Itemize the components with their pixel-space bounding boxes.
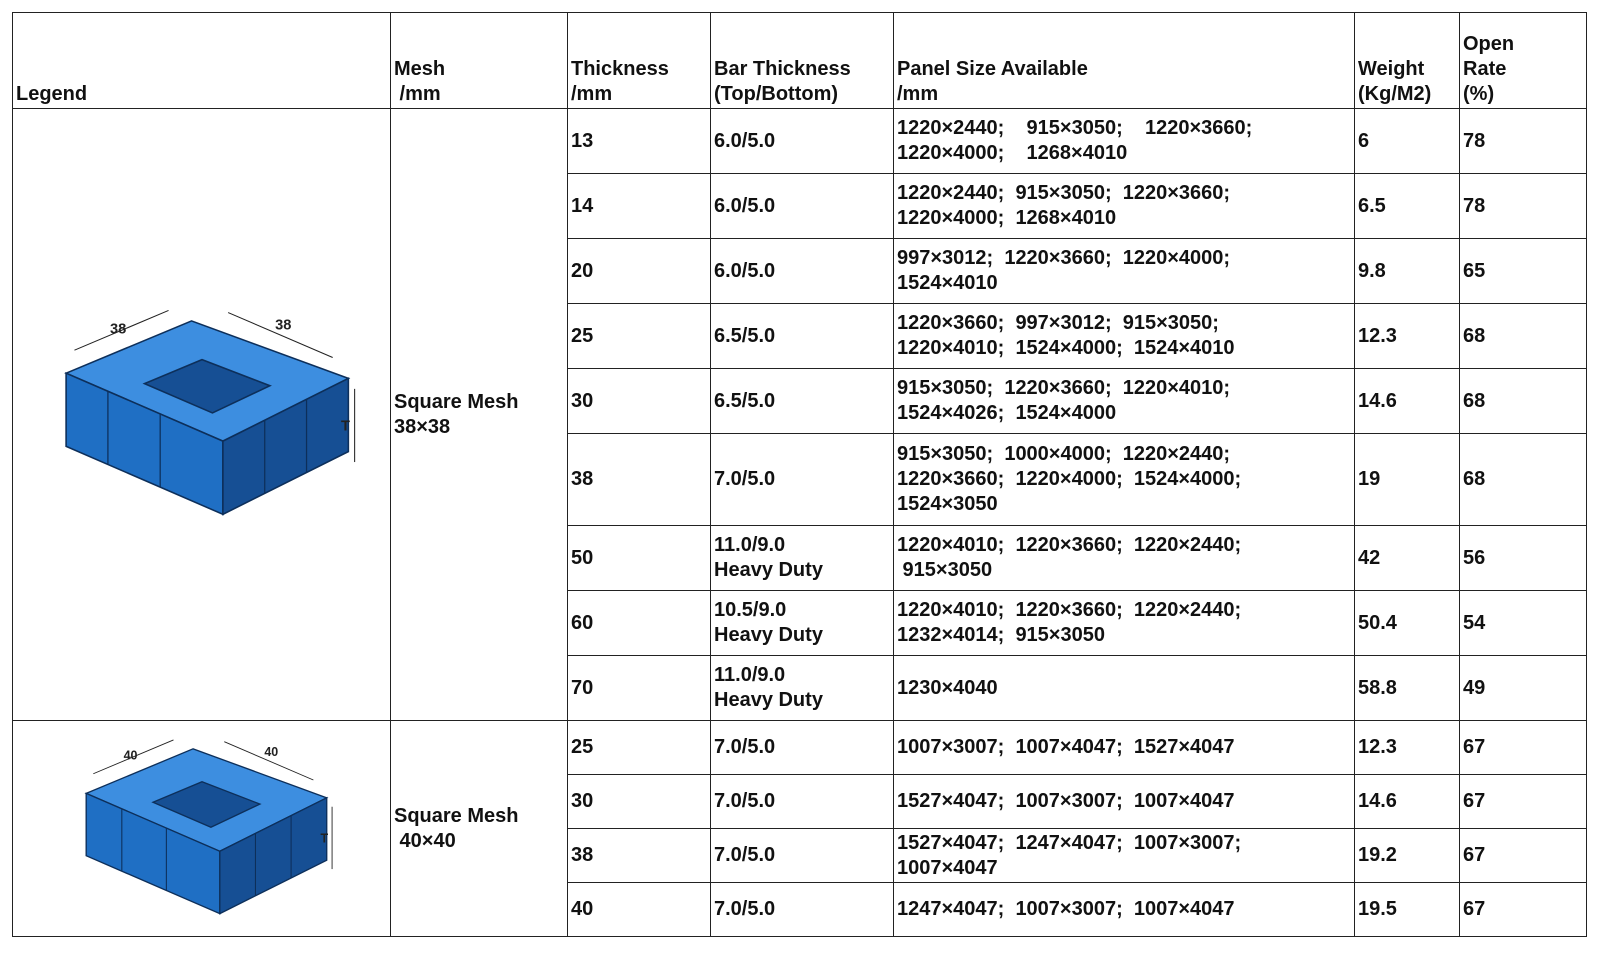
bar-thickness-cell: 7.0/5.0 [711, 721, 894, 775]
header-panel-size: Panel Size Available /mm [894, 13, 1355, 109]
open-rate-cell: 67 [1460, 775, 1587, 829]
weight-cell: 19.2 [1355, 829, 1460, 883]
open-rate-cell: 68 [1460, 304, 1587, 369]
open-rate-cell: 78 [1460, 174, 1587, 239]
weight-cell: 14.6 [1355, 369, 1460, 434]
dimension-label-right: 38 [274, 316, 291, 333]
legend-image-cell [13, 109, 391, 721]
open-rate-cell: 67 [1460, 829, 1587, 883]
bar-thickness-cell: 6.0/5.0 [711, 239, 894, 304]
open-rate-cell: 67 [1460, 721, 1587, 775]
open-rate-cell: 67 [1460, 883, 1587, 937]
weight-cell: 6.5 [1355, 174, 1460, 239]
mesh-type-cell: Square Mesh 40×40 [391, 721, 568, 937]
bar-thickness-cell: 11.0/9.0 Heavy Duty [711, 656, 894, 721]
dimension-label-right: 40 [263, 744, 278, 759]
panel-size-cell: 915×3050; 1220×3660; 1220×4010; 1524×4026; 1524×4000 [894, 369, 1355, 434]
panel-size-cell: 997×3012; 1220×3660; 1220×4000; 1524×4010 [894, 239, 1355, 304]
thickness-cell: 60 [568, 591, 711, 656]
thickness-cell: 30 [568, 775, 711, 829]
weight-cell: 6 [1355, 109, 1460, 174]
bar-thickness-cell: 6.0/5.0 [711, 174, 894, 239]
weight-cell: 58.8 [1355, 656, 1460, 721]
thickness-cell: 70 [568, 656, 711, 721]
thickness-cell: 38 [568, 829, 711, 883]
panel-size-cell: 1007×3007; 1007×4047; 1527×4047 [894, 721, 1355, 775]
header-open-rate: Open Rate (%) [1460, 13, 1587, 109]
grating-spec-table [12, 12, 1587, 937]
panel-size-cell: 1220×4010; 1220×3660; 1220×2440; 1232×4014; 915×3050 [894, 591, 1355, 656]
open-rate-cell: 68 [1460, 369, 1587, 434]
bar-thickness-cell: 7.0/5.0 [711, 883, 894, 937]
thickness-cell: 50 [568, 526, 711, 591]
thickness-cell: 25 [568, 721, 711, 775]
weight-cell: 42 [1355, 526, 1460, 591]
panel-size-cell: 1247×4047; 1007×3007; 1007×4047 [894, 883, 1355, 937]
header-bar-thickness: Bar Thickness (Top/Bottom) [711, 13, 894, 109]
bar-thickness-cell: 6.5/5.0 [711, 369, 894, 434]
dimension-label-left: 40 [123, 748, 137, 763]
open-rate-cell: 78 [1460, 109, 1587, 174]
weight-cell: 50.4 [1355, 591, 1460, 656]
thickness-cell: 25 [568, 304, 711, 369]
weight-cell: 19 [1355, 434, 1460, 526]
table-row [13, 721, 1587, 775]
open-rate-cell: 68 [1460, 434, 1587, 526]
bar-thickness-cell: 7.0/5.0 [711, 829, 894, 883]
weight-cell: 12.3 [1355, 304, 1460, 369]
panel-size-cell: 1220×4010; 1220×3660; 1220×2440; 915×3050 [894, 526, 1355, 591]
header-weight: Weight (Kg/M2) [1355, 13, 1460, 109]
weight-cell: 12.3 [1355, 721, 1460, 775]
bar-thickness-cell: 6.0/5.0 [711, 109, 894, 174]
header-mesh: Mesh /mm [391, 13, 568, 109]
bar-thickness-cell: 11.0/9.0 Heavy Duty [711, 526, 894, 591]
panel-size-cell: 1220×2440; 915×3050; 1220×3660; 1220×4000; 1268×4010 [894, 174, 1355, 239]
open-rate-cell: 65 [1460, 239, 1587, 304]
grating-illustration [42, 731, 362, 927]
thickness-cell: 40 [568, 883, 711, 937]
weight-cell: 19.5 [1355, 883, 1460, 937]
thickness-cell: 13 [568, 109, 711, 174]
header-legend: Legend [13, 13, 391, 109]
legend-image-cell [13, 721, 391, 937]
weight-cell: 14.6 [1355, 775, 1460, 829]
panel-size-cell: 1220×3660; 997×3012; 915×3050; 1220×4010; 1524×4000; 1524×4010 [894, 304, 1355, 369]
panel-size-cell: 915×3050; 1000×4000; 1220×2440; 1220×3660; 1220×4000; 1524×4000; 1524×3050 [894, 434, 1355, 526]
header-thickness: Thickness /mm [568, 13, 711, 109]
weight-cell: 9.8 [1355, 239, 1460, 304]
panel-size-cell: 1527×4047; 1247×4047; 1007×3007; 1007×4047 [894, 829, 1355, 883]
panel-size-cell: 1527×4047; 1007×3007; 1007×4047 [894, 775, 1355, 829]
panel-size-cell: 1230×4040 [894, 656, 1355, 721]
dimension-label-left: 38 [109, 320, 126, 337]
panel-size-cell: 1220×2440; 915×3050; 1220×3660; 1220×4000; 1268×4010 [894, 109, 1355, 174]
bar-thickness-cell: 10.5/9.0 Heavy Duty [711, 591, 894, 656]
dimension-label-height: T [340, 418, 350, 435]
open-rate-cell: 56 [1460, 526, 1587, 591]
mesh-type-cell: Square Mesh 38×38 [391, 109, 568, 721]
table-row [13, 109, 1587, 174]
open-rate-cell: 54 [1460, 591, 1587, 656]
bar-thickness-cell: 7.0/5.0 [711, 775, 894, 829]
thickness-cell: 14 [568, 174, 711, 239]
open-rate-cell: 49 [1460, 656, 1587, 721]
dimension-label-height: T [319, 830, 328, 845]
bar-thickness-cell: 6.5/5.0 [711, 304, 894, 369]
thickness-cell: 20 [568, 239, 711, 304]
header-row [13, 13, 1587, 109]
thickness-cell: 30 [568, 369, 711, 434]
bar-thickness-cell: 7.0/5.0 [711, 434, 894, 526]
grating-illustration [42, 300, 362, 530]
thickness-cell: 38 [568, 434, 711, 526]
